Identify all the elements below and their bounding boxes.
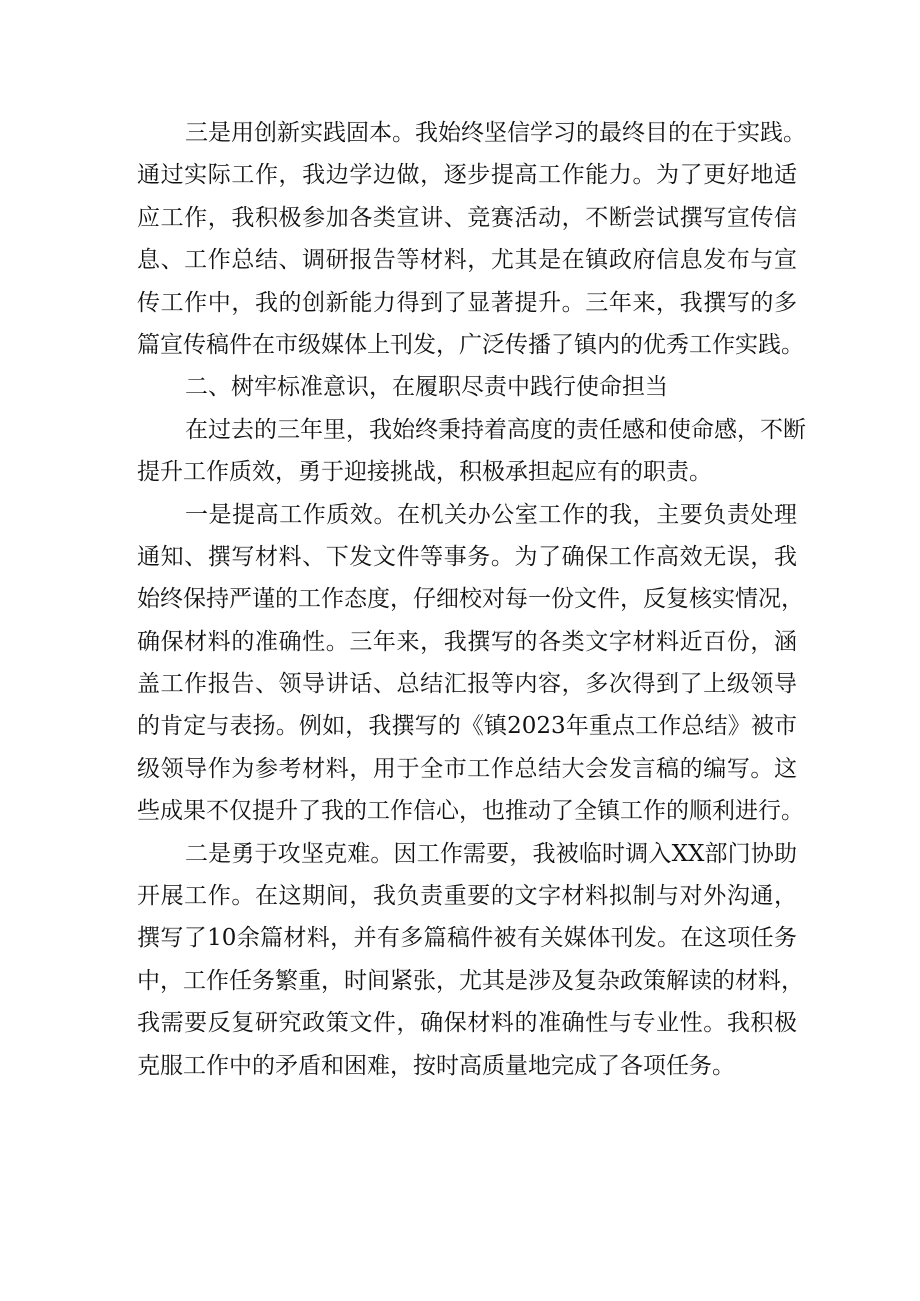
paragraph-line: 提升工作质效，勇于迎接挑战，积极承担起应有的职责。 [137,459,712,486]
paragraph-line: 息、工作总结、调研报告等材料，尤其是在镇政府信息发布与宣 [137,247,797,274]
paragraph-line: 我需要反复研究政策文件，确保材料的准确性与专业性。我积极 [137,1010,797,1037]
paragraph-line: 撰写了10余篇材料，并有多篇稿件被有关媒体刊发。在这项任务 [137,925,797,952]
paragraph-line: 传工作中，我的创新能力得到了显著提升。三年来，我撰写的多 [137,289,797,316]
paragraph-line: 三是用创新实践固本。我始终坚信学习的最终目的在于实践。 [185,120,806,146]
paragraph-line: 一是提高工作质效。在机关办公室工作的我，主要负责处理 [185,501,797,528]
paragraph-line: 些成果不仅提升了我的工作信心，也推动了全镇工作的顺利进行。 [137,798,804,825]
paragraph-line: 在过去的三年里，我始终秉持着高度的责任感和使命感，不断 [185,416,806,443]
paragraph-line: 的肯定与表扬。例如，我撰写的《镇2023年重点工作总结》被市 [137,713,797,740]
paragraph-line: 二是勇于攻坚克难。因工作需要，我被临时调入XX部门协助 [185,840,797,867]
paragraph-line: 篇宣传稿件在市级媒体上刊发，广泛传播了镇内的优秀工作实践。 [137,331,804,358]
paragraph-line: 级领导作为参考材料，用于全市工作总结大会发言稿的编写。这 [137,755,797,782]
paragraph-line: 开展工作。在这期间，我负责重要的文字材料拟制与对外沟通， [137,883,797,910]
paragraph-line: 始终保持严谨的工作态度，仔细校对每一份文件，反复核实情况， [137,586,804,613]
paragraph-line: 通知、撰写材料、下发文件等事务。为了确保工作高效无误，我 [137,543,797,570]
paragraph-line: 通过实际工作，我边学边做，逐步提高工作能力。为了更好地适 [137,162,797,189]
section-heading: 二、树牢标准意识，在履职尽责中践行使命担当 [185,374,668,401]
paragraph-line: 克服工作中的矛盾和困难，按时高质量地完成了各项任务。 [137,1052,735,1079]
paragraph-line: 应工作，我积极参加各类宣讲、竞赛活动，不断尝试撰写宣传信 [137,204,797,231]
paragraph-line: 确保材料的准确性。三年来，我撰写的各类文字材料近百份，涵 [137,628,797,655]
paragraph-line: 盖工作报告、领导讲话、总结汇报等内容，多次得到了上级领导 [137,671,797,698]
document-body [137,112,806,1087]
paragraph-line: 中，工作任务繁重，时间紧张，尤其是涉及复杂政策解读的材料， [137,967,804,994]
